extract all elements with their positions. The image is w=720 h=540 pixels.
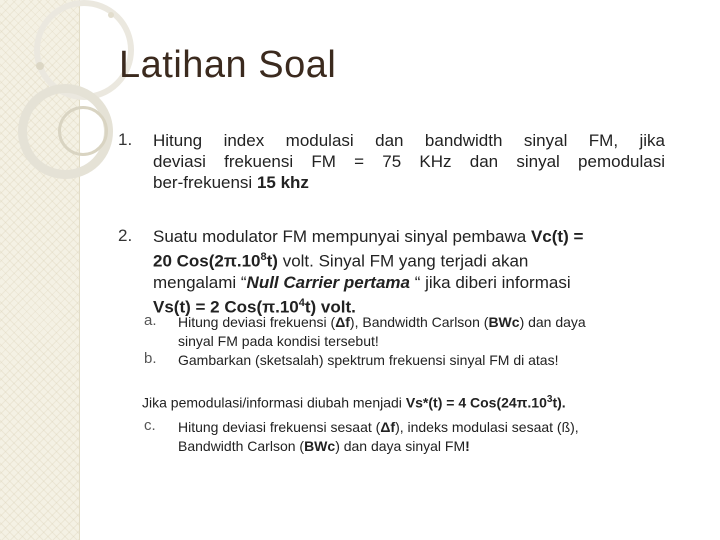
text-fragment: Suatu modulator FM mempunyai sinyal pembawa <box>153 227 531 246</box>
sub-question-letter: a. <box>144 312 157 329</box>
modulation-change-note <box>142 394 566 411</box>
text-fragment: ) dan daya sinyal FM <box>335 438 466 454</box>
exponent: 4 <box>298 296 305 309</box>
question-2-text <box>153 226 665 317</box>
sub-question-c <box>178 418 664 456</box>
text-fragment: Bandwidth Carlson ( <box>178 438 305 454</box>
question-number: 1. <box>118 130 133 149</box>
text-line <box>178 313 664 332</box>
question-number: 2. <box>118 226 133 245</box>
symbol: BWc <box>488 314 520 330</box>
text-fragment: mengalami “ <box>153 272 247 292</box>
slide-title: Latihan Soal <box>119 44 337 86</box>
decorative-dot <box>36 62 44 70</box>
decorative-dot <box>108 12 114 18</box>
text-fragment: ber-frekuensi <box>153 173 257 192</box>
emphasis: Null Carrier pertama <box>246 272 410 292</box>
symbol: Δf <box>380 419 396 435</box>
formula: 20 Cos(2π.10 <box>153 251 261 271</box>
formula: Vs(t) = 2 Cos(π.10 <box>153 297 299 317</box>
sub-question-letter: c. <box>144 417 156 434</box>
text-fragment: ) dan daya <box>519 314 586 330</box>
text-line: Hitung index modulasi dan bandwidth sinyal FM, jika <box>153 131 665 150</box>
text-fragment: “ jika diberi informasi <box>410 272 571 292</box>
text-fragment: Hitung deviasi frekuensi ( <box>178 314 336 330</box>
text-fragment: Jika pemodulasi/informasi diubah menjadi <box>142 394 406 411</box>
text-line <box>178 418 664 437</box>
text-line <box>153 226 665 247</box>
symbol: Δf <box>335 314 350 330</box>
text-fragment: ! <box>465 438 470 454</box>
exercise-image-panel <box>114 122 670 462</box>
text-line <box>153 272 665 293</box>
formula: t) volt. <box>304 297 356 317</box>
sub-question-a <box>178 313 664 351</box>
formula: t). <box>552 394 566 411</box>
text-line: sinyal FM pada kondisi tersebut! <box>178 333 379 349</box>
text-line: deviasi frekuensi FM = 75 KHz dan sinyal pemodulasi <box>153 152 665 171</box>
question-1-text <box>153 130 665 193</box>
sub-question-b <box>178 351 664 370</box>
text-fragment: Hitung deviasi frekuensi sesaat ( <box>178 419 381 435</box>
text-line <box>178 437 664 456</box>
text-fragment: volt. Sinyal FM yang terjadi akan <box>277 251 529 271</box>
exponent: 8 <box>260 251 267 263</box>
text-line <box>142 394 566 411</box>
text-fragment: ), Bandwidth Carlson ( <box>349 314 489 330</box>
formula: t) <box>266 251 278 271</box>
symbol: BWc <box>304 438 336 454</box>
text-line <box>153 247 665 272</box>
decorative-ring <box>58 106 108 156</box>
frequency-value: 15 khz <box>256 173 309 192</box>
formula: Vs*(t) = 4 Cos(24π.10 <box>405 394 547 411</box>
formula: Vc(t) = <box>530 227 584 246</box>
text-line: Gambarkan (sketsalah) spektrum frekuensi sinyal FM di atas! <box>178 352 559 368</box>
exponent: 3 <box>546 394 553 405</box>
sub-question-letter: b. <box>144 350 157 367</box>
text-line <box>153 172 665 193</box>
text-fragment: ), indeks modulasi sesaat (ß), <box>395 419 579 435</box>
